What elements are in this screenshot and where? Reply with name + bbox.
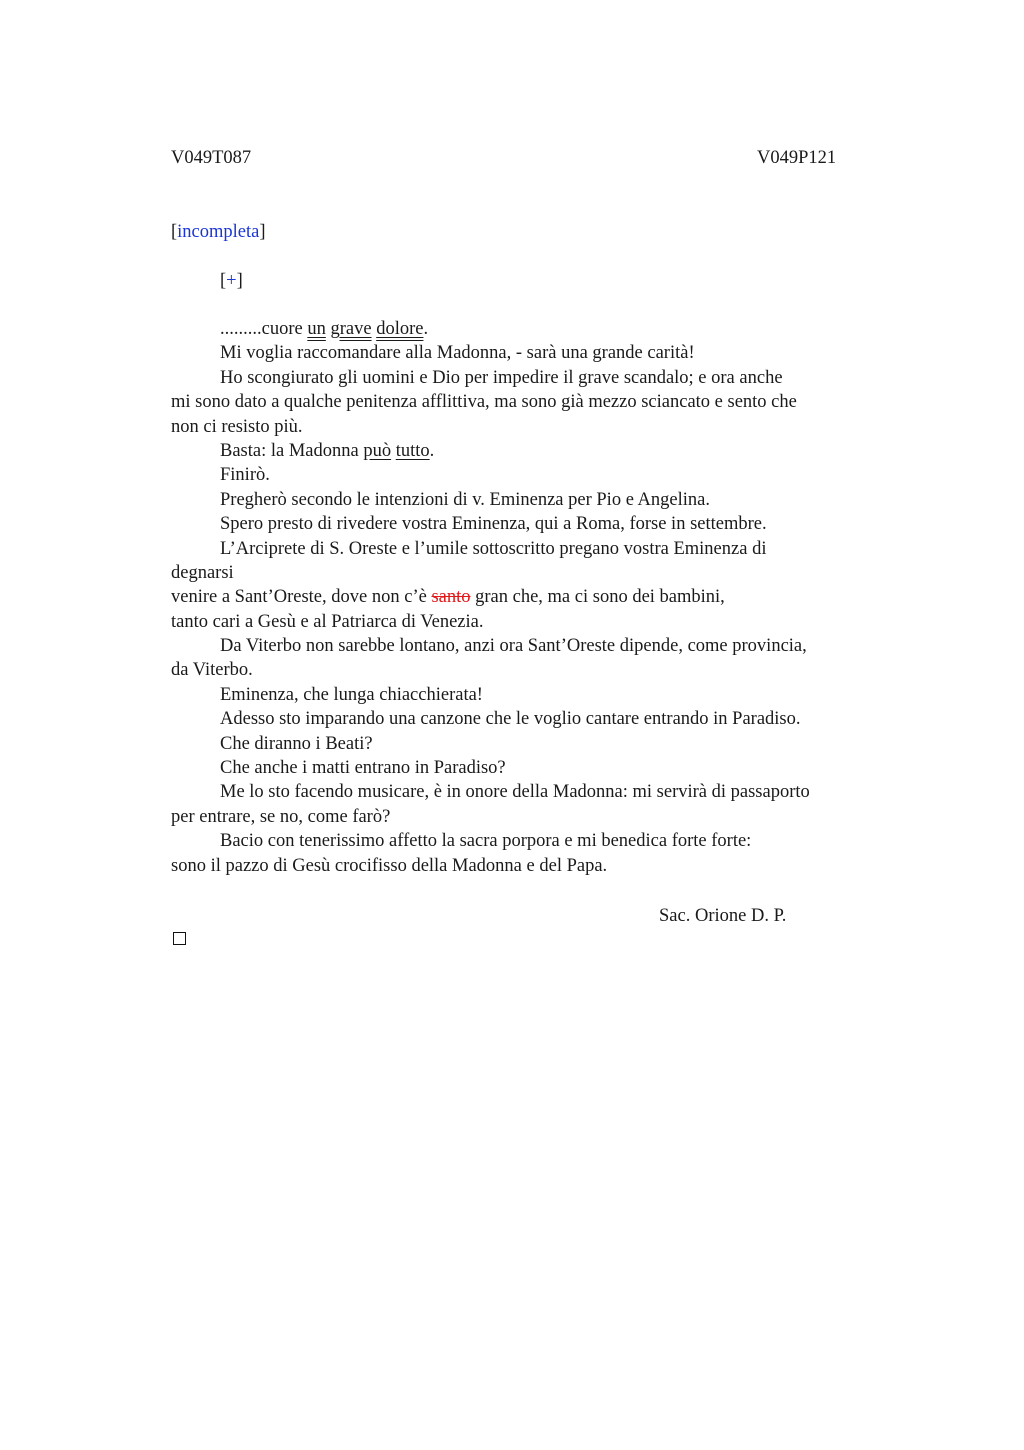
- expand-toggle: [220, 269, 243, 293]
- letter-line: Che diranno i Beati?: [220, 733, 373, 754]
- underlined-word: può: [363, 440, 392, 461]
- signature: Sac. Orione D. P.: [659, 906, 787, 926]
- letter-line: L’Arciprete di S. Oreste e l’umile sottoscritto pregano vostra Eminenza di: [220, 538, 767, 559]
- letter-line: .........cuore un grave dolore.: [220, 319, 429, 339]
- letter-line: mi sono dato a qualche penitenza afflittiva, ma sono già mezzo sciancato e sento che: [171, 392, 797, 413]
- status-label: [171, 220, 266, 244]
- letter-line: Ho scongiurato gli uomini e Dio per impedire il grave scandalo; e ora anche: [220, 367, 783, 388]
- letter-body: [171, 317, 891, 878]
- letter-line: tanto cari a Gesù e al Patriarca di Venezia.: [171, 611, 484, 632]
- letter-line: per entrare, se no, come farò?: [171, 806, 391, 827]
- expand-plus-link[interactable]: +: [226, 271, 237, 291]
- letter-line: Che anche i matti entrano in Paradiso?: [220, 758, 506, 779]
- underlined-word: grave: [330, 319, 372, 339]
- letter-line: da Viterbo.: [171, 660, 253, 681]
- letter-line: Da Viterbo non sarebbe lontano, anzi ora Sant’Oreste dipende, come provincia,: [220, 636, 807, 657]
- incompleta-link[interactable]: incompleta: [177, 222, 260, 242]
- letter-line: Adesso sto imparando una canzone che le voglio cantare entrando in Paradiso.: [220, 709, 801, 730]
- document-code-right: V049P121: [757, 148, 837, 168]
- struck-word: santo: [431, 587, 471, 608]
- letter-line: Spero presto di rivedere vostra Eminenza, qui a Roma, forse in settembre.: [220, 514, 767, 535]
- letter-line: Finirò.: [220, 465, 270, 486]
- expand-bracket-close: ]: [236, 271, 243, 291]
- document-code-left: V049T087: [171, 148, 252, 168]
- letter-line: Mi voglia raccomandare alla Madonna, - sarà una grande carità!: [220, 343, 695, 364]
- underlined-word: dolore: [376, 319, 424, 339]
- letter-line: Basta: la Madonna può tutto.: [220, 440, 435, 461]
- underlined-word: un: [307, 319, 326, 339]
- letter-line: Pregherò secondo le intenzioni di v. Eminenza per Pio e Angelina.: [220, 489, 710, 510]
- expand-bracket-open: [: [220, 271, 227, 291]
- underlined-word: tutto: [395, 440, 430, 461]
- letter-line: sono il pazzo di Gesù crocifisso della Madonna e del Papa.: [171, 855, 608, 876]
- letter-line: Bacio con tenerissimo affetto la sacra porpora e mi benedica forte forte:: [220, 831, 752, 852]
- letter-line: venire a Sant’Oreste, dove non c’è santo gran che, ma ci sono dei bambini,: [171, 587, 725, 608]
- status-bracket-open: [: [171, 222, 178, 242]
- letter-line: Eminenza, che lunga chiacchierata!: [220, 684, 483, 705]
- end-square-icon: [173, 932, 186, 945]
- status-bracket-close: ]: [259, 222, 266, 242]
- letter-line: non ci resisto più.: [171, 416, 303, 437]
- letter-line: degnarsi: [171, 562, 234, 583]
- letter-line: Me lo sto facendo musicare, è in onore della Madonna: mi servirà di passaporto: [220, 782, 810, 803]
